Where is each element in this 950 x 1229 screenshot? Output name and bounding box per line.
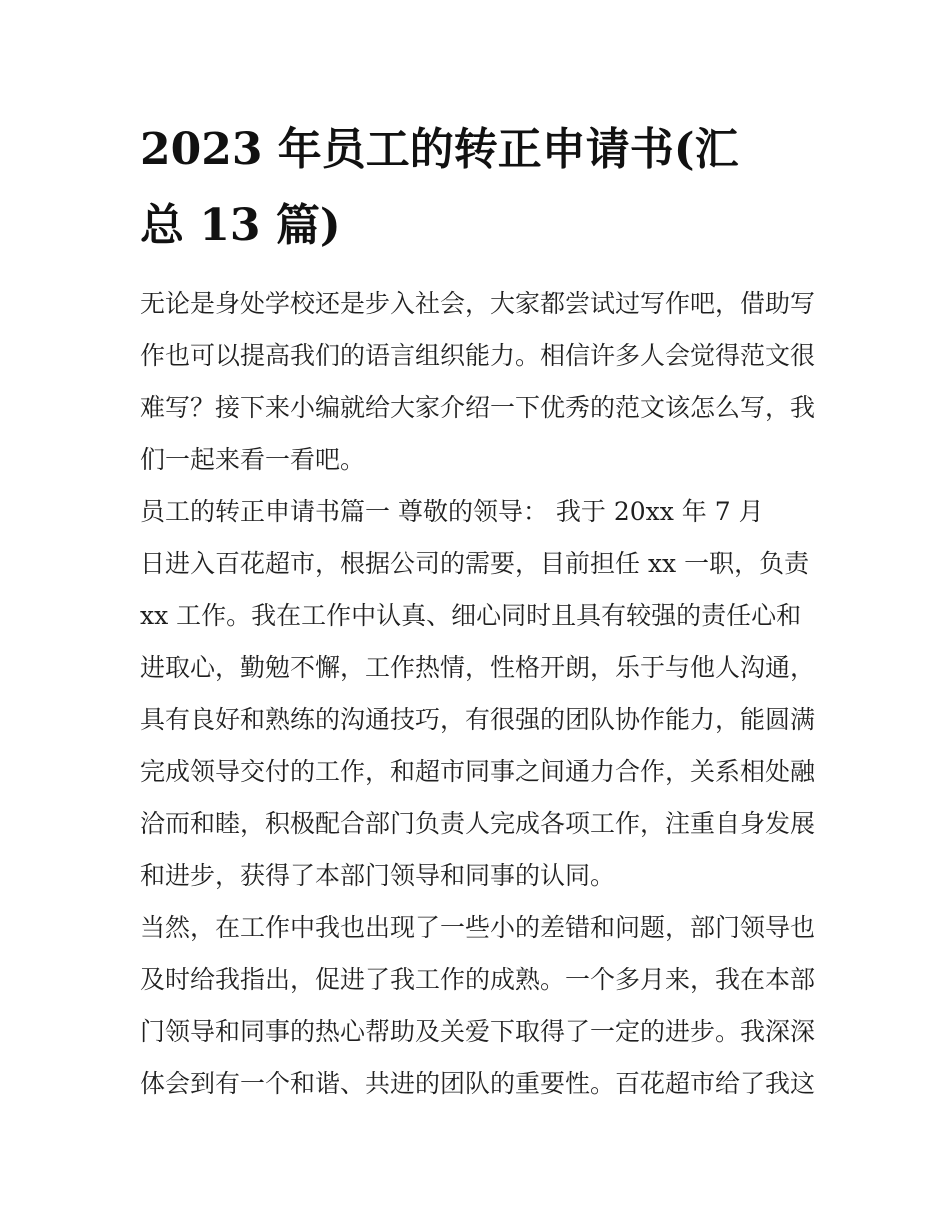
- body-line: 洽而和睦，积极配合部门负责人完成各项工作，注重自身发展: [140, 809, 816, 838]
- body-line: 体会到有一个和谐、共进的团队的重要性。百花超市给了我这: [140, 1069, 816, 1098]
- body-line: 们一起来看一看吧。: [140, 445, 366, 474]
- body-line: 当然，在工作中我也出现了一些小的差错和问题，部门领导也: [140, 913, 816, 942]
- body-line: 无论是身处学校还是步入社会，大家都尝试过写作吧，借助写: [140, 289, 816, 318]
- body-line: 完成领导交付的工作，和超市同事之间通力合作，关系相处融: [140, 757, 816, 786]
- body-line: 门领导和同事的热心帮助及关爱下取得了一定的进步。我深深: [140, 1017, 816, 1046]
- body-line: 进取心，勤勉不懈，工作热情，性格开朗，乐于与他人沟通，: [140, 653, 816, 682]
- body-line: 具有良好和熟练的沟通技巧，有很强的团队协作能力，能圆满: [140, 705, 816, 734]
- body-line: 和进步，获得了本部门领导和同事的认同。: [140, 861, 616, 890]
- body-line: 难写？接下来小编就给大家介绍一下优秀的范文该怎么写，我: [140, 393, 816, 422]
- document-title: [140, 112, 820, 264]
- title-line-1: 2023 年员工的转正申请书(汇: [140, 124, 739, 175]
- body-line: 员工的转正申请书篇一 尊敬的领导： 我于 20xx 年 7 月: [140, 497, 764, 526]
- document-body: [140, 278, 830, 1110]
- body-line: xx 工作。我在工作中认真、细心同时且具有较强的责任心和: [140, 601, 802, 630]
- title-line-2: 总 13 篇): [140, 200, 341, 251]
- body-line: 日进入百花超市，根据公司的需要，目前担任 xx 一职，负责: [140, 549, 810, 578]
- body-line: 作也可以提高我们的语言组织能力。相信许多人会觉得范文很: [140, 341, 816, 370]
- body-line: 及时给我指出，促进了我工作的成熟。一个多月来，我在本部: [140, 965, 816, 994]
